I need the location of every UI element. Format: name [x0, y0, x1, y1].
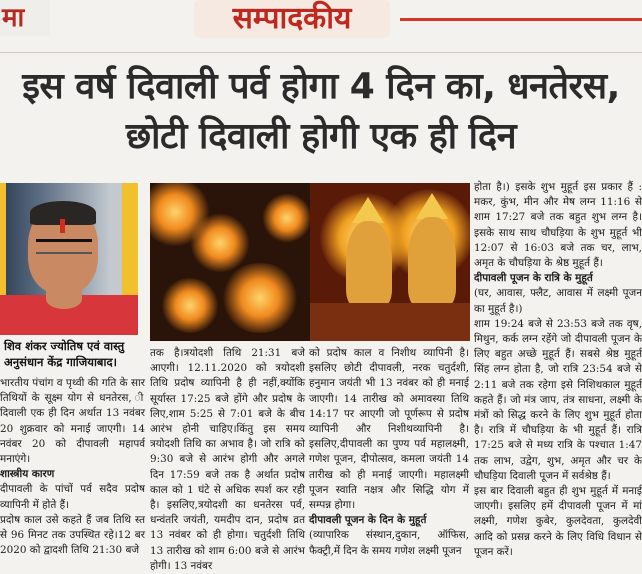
author-portrait	[0, 183, 138, 335]
author-caption	[4, 338, 154, 370]
author-line-1: शिव शंकर ज्योतिष एवं वास्तु	[4, 339, 125, 353]
masthead-left-fragment: मा	[0, 0, 50, 36]
paragraph: भारतीय पंचांग व पृथ्वी की गति के सार तिथियों के सूक्ष्म योग से धनतेरस, ी दिवाली एक ही दिन अर्थात 13 नवंबर 20 शुक्रवार को मनाई जाएगी। 14 नवंबर 20 को दीपावली महापर्व मनाएंगे।	[0, 377, 145, 466]
subheading: दीपावली पूजन के रात्रि के मुहूर्त	[474, 272, 593, 285]
article-column-3	[309, 346, 469, 559]
masthead-rule	[400, 18, 642, 21]
paragraph: तक है।त्रयोदशी तिथि 21:31 बजे आएगी। 12.11.2020 को त्रयोदशी तिथि प्रदोष व्यापिनी है ही नहीं,क्योंकि सूर्यास्त 17:25 बजे होंगे और प्रदोष के लिए,शाम 5:25 से 7:01 बजे के बीच आरंभ होनी चाहिए।किंतु इस समय त्रयोदशी तिथि का अभाव है। जो रात्रि को 9:30 बजे से आरंभ होगी और अगले दिन 17:59 बजे तक है अर्थात प्रदोष काल को 1 घंटे से अधिक स्पर्श कर रही है। इसलिए,त्रयोदशी का धनतेरस पर्व, धन्वंतरि जयंती, यमदीप दान, प्रदोष व्रत 13 नवंबर को ही होगा। चतुर्दशी तिथि 13 तारीख को शाम 6:00 बजे से आरंभ होगी। 13 नवंबर	[150, 347, 305, 572]
diya-lamps-photo	[150, 183, 310, 341]
article-column-2	[150, 346, 305, 574]
headline-line-2: छोटी दिवाली होगी एक ही दिन	[125, 116, 517, 157]
article-column-4	[474, 180, 642, 560]
paragraph: शाम 19:24 बजे से 23:53 बजे तक वृष, मिथुन, कर्क लग्न रहेंगे जो दीपावली पूजन के लिए बहुत अच्छे मुहूर्त हैं। सबसे श्रेष्ठ मुहूर्त सिंह लग्न होता है, जो रात्रि 23:54 बजे से 2:11 बजे तक रहेगा इसे निशिथकाल मुहूर्त कहते हैं। जो मंत्र जाप, तंत्र साधना, लक्ष्मी के मंत्रों को सिद्ध करने के लिए शुभ मुहूर्त होता है। रात्रि में चौघड़िया के भी मुहूर्त हैं। रात्रि 17:25 बजे से मध्य रात्रि के पश्चात 1:47 तक लाभ, उद्वेग, शुभ, अमृत और चर के चौघड़िया दिवाली पूजन में सर्वश्रेष्ठ हैं।	[474, 317, 642, 482]
headline	[0, 62, 642, 162]
paragraph: इस बार दिवाली बहुत ही शुभ मुहूर्त में मनाई जाएगी। इसलिए हमें दीपावली पूजन में मां लक्ष्मी, गणेश कुबेर, कुलदेवता, कुलदेवी आदि को प्रसन्न करने के लिए विधि विधान से पूजन करें।	[474, 485, 642, 558]
subheading: शास्त्रीय कारण	[0, 468, 55, 481]
author-line-2: अनुसंधान केंद्र गाजियाबाद।	[4, 355, 117, 369]
paragraph: (व्यापारिक संस्थान,दुकान, ऑफिस, फैक्ट्री,में दिन के समय गणेश लक्ष्मी पूजन	[309, 529, 469, 557]
subheading: दीपावली पूजन के दिन के मुहूर्त	[309, 514, 427, 527]
headline-line-1: इस वर्ष दिवाली पर्व होगा 4 दिन का, धनतेरस,	[22, 66, 620, 107]
lakshmi-ganesh-idols-photo	[310, 183, 470, 341]
paragraph: (घर, आवास, फ्लैट, आवास में लक्ष्मी पूजन का मुहूर्त है।)	[474, 287, 642, 315]
divider	[0, 52, 642, 53]
paragraph: होता है।) इसके शुभ मुहूर्त इस प्रकार हैं : मकर, कुंभ, मीन और मेष लग्न 11:16 से शाम 17:27 बजे तक बहुत शुभ लग्न है। इसके साथ साथ चौघड़िया के शुभ मुहूर्त भी 12:07 से 16:03 बजे तक चर, लाभ, अमृत के चौघड़िया के श्रेष्ठ मुहूर्त हैं।	[474, 181, 642, 270]
article-column-1	[0, 376, 145, 558]
paragraph: को प्रदोष काल व निशीथ व्यापिनी है।इसलिए छोटी दीपावली, नरक चतुर्दशी, हनुमान जयंती भी 13 नवंबर को ही मनाई जाएगी। 14 तारीख को अमावस्या तिथि 14:17 पर आएगी जो पूर्णरूप से प्रदोष व्यापिनी और निशीथव्यापिनी है।इसलिए,दीपावली का पुण्य पर्व महालक्ष्मी, गणेश पूजन, दीपोत्सव, कमला जयंती 14 तारीख को ही मनाई जाएगी। महालक्ष्मी पूजन स्वाति नक्षत्र और सिद्धि योग में सम्पन्न होगा।	[309, 347, 469, 512]
paragraph: दीपावली के पांचों पर्व सदैव प्रदोष व्यापिनी में होते हैं।	[0, 483, 145, 511]
section-title: सम्पादकीय	[194, 0, 390, 38]
paragraph: प्रदोष काल उसे कहते हैं जब तिथि स्त से 96 मिनट तक उपस्थित रहे।12 बर 2020 को द्वादशी तिथि 21:30 बजे	[0, 513, 145, 557]
